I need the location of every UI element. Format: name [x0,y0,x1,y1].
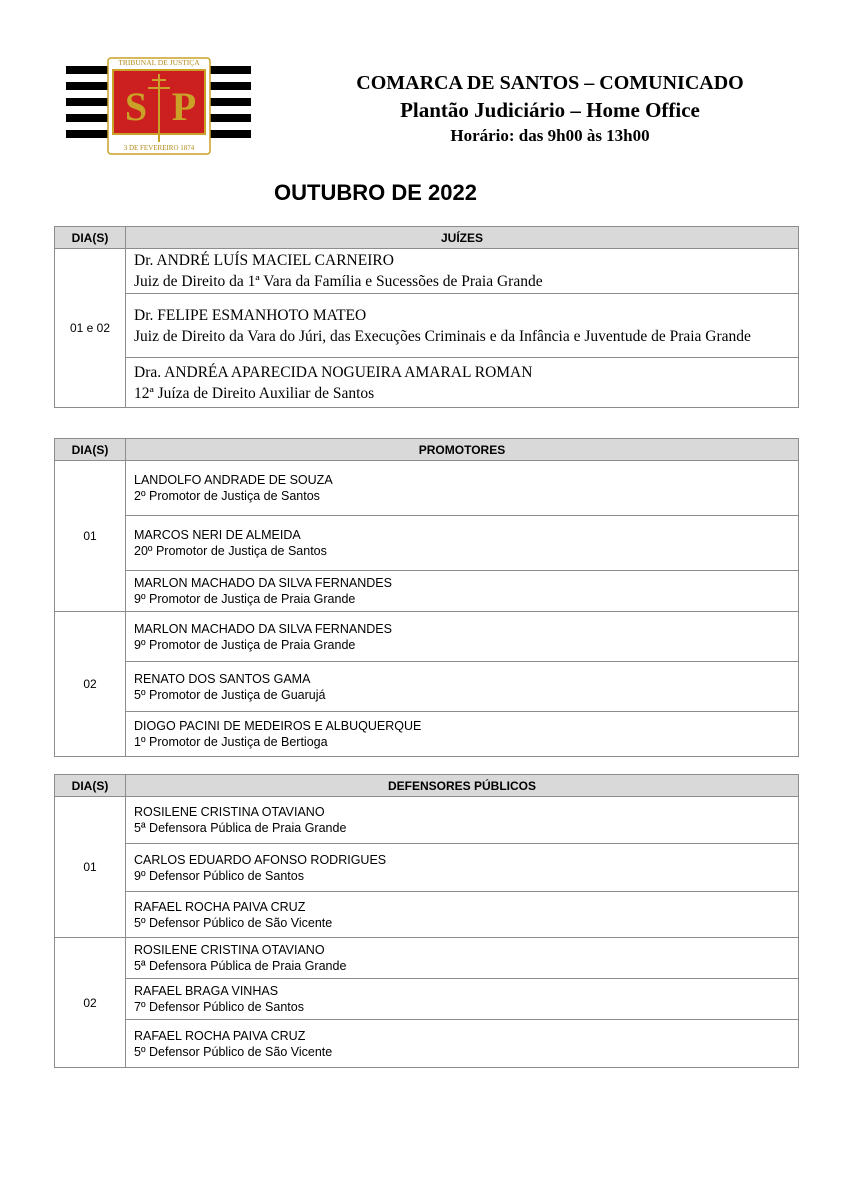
prosecutor-role: 2º Promotor de Justiça de Santos [134,489,320,503]
col-header-prosecutors: PROMOTORES [126,439,799,461]
table-row [55,892,799,938]
defender-entry [126,844,799,892]
table-row [55,249,799,294]
prosecutor-name: MARLON MACHADO DA SILVA FERNANDES [134,621,392,636]
prosecutor-name: LANDOLFO ANDRADE DE SOUZA [134,473,333,487]
seal-top-text: TRIBUNAL DE JUSTIÇA [118,58,200,67]
table-row [55,571,799,612]
defender-role: 5ª Defensora Pública de Praia Grande [134,959,347,973]
judges-table [54,226,799,408]
prosecutor-entry [126,662,799,712]
header-comarca: COMARCA DE SANTOS – COMUNICADO [356,72,744,94]
defender-entry [126,1020,799,1068]
defender-role: 7º Defensor Público de Santos [134,1000,304,1014]
table-row [55,979,799,1020]
table-row [55,712,799,757]
prosecutor-role: 1º Promotor de Justiça de Bertioga [134,735,328,749]
defender-role: 5º Defensor Público de São Vicente [134,915,333,930]
defender-name: RAFAEL ROCHA PAIVA CRUZ [134,899,306,914]
prosecutor-name: RENATO DOS SANTOS GAMA [134,671,311,686]
document-header [290,70,810,148]
defender-name: CARLOS EDUARDO AFONSO RODRIGUES [134,852,387,867]
defender-name: RAFAEL BRAGA VINHAS [134,984,279,998]
col-header-days: DIA(S) [55,227,126,249]
judge-role: Juiz de Direito da 1ª Vara da Família e Sucessões de Praia Grande [134,273,543,290]
col-header-defenders: DEFENSORES PÚBLICOS [126,775,799,797]
defender-name: RAFAEL ROCHA PAIVA CRUZ [134,1028,306,1043]
tribunal-seal-logo [66,50,251,162]
table-row [55,938,799,979]
day-cell: 02 [55,612,126,757]
judge-role: 12ª Juíza de Direito Auxiliar de Santos [134,384,375,402]
seal-letter-s: S [124,84,148,129]
prosecutors-table [54,438,799,757]
judge-name: Dra. ANDRÉA APARECIDA NOGUEIRA AMARAL ROMAN [134,363,533,381]
judge-role: Juiz de Direito da Vara do Júri, das Execuções Criminais e da Infância e Juventude de Praia Grande [134,327,751,345]
defender-role: 5ª Defensora Pública de Praia Grande [134,821,347,835]
table-row [55,516,799,571]
table-row [55,358,799,408]
judge-name: Dr. FELIPE ESMANHOTO MATEO [134,306,367,324]
col-header-days: DIA(S) [55,775,126,797]
prosecutor-entry [126,712,799,757]
prosecutor-entry [126,612,799,662]
day-cell: 01 [55,797,126,938]
defender-entry [126,892,799,938]
defender-role: 9º Defensor Público de Santos [134,868,304,883]
table-row [55,294,799,358]
prosecutor-role: 5º Promotor de Justiça de Guarujá [134,687,326,702]
judge-entry [126,249,799,294]
defender-name: ROSILENE CRISTINA OTAVIANO [134,805,325,819]
prosecutor-name: MARLON MACHADO DA SILVA FERNANDES [134,576,392,590]
table-row [55,844,799,892]
prosecutor-role: 20º Promotor de Justiça de Santos [134,544,327,558]
judge-name: Dr. ANDRÉ LUÍS MACIEL CARNEIRO [134,252,394,269]
defender-entry [126,979,799,1020]
day-cell: 01 e 02 [55,249,126,408]
table-row [55,797,799,844]
prosecutor-role: 9º Promotor de Justiça de Praia Grande [134,592,356,606]
table-row [55,612,799,662]
table-row [55,1020,799,1068]
defender-entry [126,797,799,844]
defender-role: 5º Defensor Público de São Vicente [134,1044,333,1059]
judge-entry [126,294,799,358]
header-plantao: Plantão Judiciário – Home Office [400,98,700,122]
day-cell: 02 [55,938,126,1068]
seal-bottom-text: 3 DE FEVEREIRO 1874 [123,144,195,152]
prosecutor-entry [126,461,799,516]
defender-entry [126,938,799,979]
prosecutor-entry [126,571,799,612]
table-header-row [55,439,799,461]
table-row [55,461,799,516]
header-horario: Horário: das 9h00 às 13h00 [450,126,650,145]
table-row [55,662,799,712]
day-cell: 01 [55,461,126,612]
col-header-days: DIA(S) [55,439,126,461]
seal-letter-p: P [171,84,197,129]
judge-entry [126,358,799,408]
table-header-row [55,775,799,797]
prosecutor-role: 9º Promotor de Justiça de Praia Grande [134,637,356,652]
table-header-row [55,227,799,249]
prosecutor-entry [126,516,799,571]
prosecutor-name: MARCOS NERI DE ALMEIDA [134,528,301,542]
public-defenders-table [54,774,799,1068]
month-title: OUTUBRO DE 2022 [274,180,477,205]
col-header-judges: JUÍZES [126,227,799,249]
defender-name: ROSILENE CRISTINA OTAVIANO [134,943,325,957]
prosecutor-name: DIOGO PACINI DE MEDEIROS E ALBUQUERQUE [134,719,422,733]
